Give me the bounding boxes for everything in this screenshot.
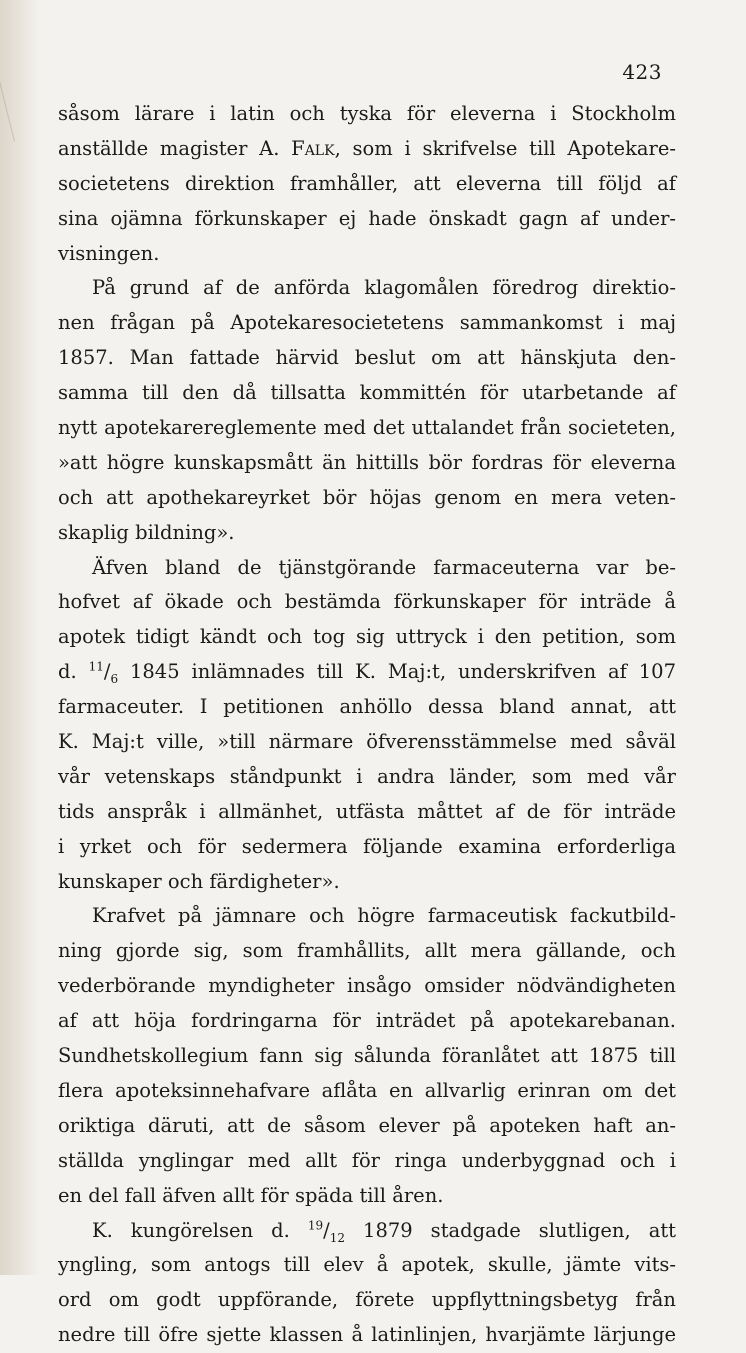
- body-text: [58, 97, 676, 1353]
- paragraph-first-line: På grund af de anförda klagomålen föredrog direktio-: [92, 276, 676, 300]
- text-line: skaplig bildning».: [58, 520, 235, 544]
- text-line: kunskaper och färdigheter».: [58, 869, 340, 893]
- date-denominator: 12: [329, 1230, 346, 1245]
- paragraph-first-line: Äfven bland de tjänstgörande farmaceuterna var be-: [92, 555, 676, 579]
- text-line: Sundhetskollegium fann sig sålunda föranlåtet att 1875 till: [58, 1044, 676, 1068]
- text-line: en del fall äfven allt för späda till åren.: [58, 1183, 444, 1207]
- text-line: visningen.: [58, 241, 160, 265]
- text-line: hofvet af ökade och bestämda förkunskaper för inträde å: [58, 590, 676, 614]
- text-line: ställda ynglingar med allt för ringa underbyggnad och i: [58, 1148, 676, 1172]
- text-line: samma till den då tillsatta kommittén för utarbetande af: [58, 381, 676, 405]
- page-edge-shadow: [0, 0, 40, 1275]
- text-line: anställde magister A. Falk, som i skrifvelse till Apotekare-: [58, 136, 676, 160]
- text-line: nedre till öfre sjette klassen å latinlinjen, hvarjämte lärjunge: [58, 1323, 676, 1347]
- text-line: sina ojämna förkunskaper ej hade önskadt gagn af under-: [58, 206, 676, 230]
- text-line: ning gjorde sig, som framhållits, allt mera gällande, och: [58, 939, 676, 963]
- date-numerator: 19: [307, 1218, 324, 1232]
- text-line: 1857. Man fattade härvid beslut om att hänskjuta den-: [58, 346, 676, 370]
- text-line: oriktiga däruti, att de såsom elever på apoteken haft an-: [58, 1113, 676, 1137]
- text-line: ord om godt uppförande, förete uppflyttningsbetyg från: [58, 1288, 676, 1312]
- page-number: 423: [622, 60, 662, 84]
- date-denominator: 6: [110, 672, 119, 687]
- date-numerator: 11: [88, 659, 104, 674]
- text-line: K. Maj:t ville, »till närmare öfverensstämmelse med såväl: [58, 730, 676, 754]
- text-line: såsom lärare i latin och tyska för eleverna i Stockholm: [58, 102, 676, 125]
- author-name: Falk: [291, 136, 335, 160]
- text-line: nytt apotekarereglemente med det uttalandet från societeten,: [58, 416, 676, 440]
- text-line: vår vetenskaps ståndpunkt i andra länder, som med vår: [58, 764, 676, 788]
- text-line: tids anspråk i allmänhet, utfästa måttet af de för inträde: [58, 799, 676, 823]
- text-line: vederbörande myndigheter insågo omsider nödvändigheten: [58, 974, 676, 998]
- text-line: d. $^{11}/_6$ 1845 inlämnades till K. Maj:t, underskrifven af 107: [58, 659, 676, 687]
- text-line: nen frågan på Apotekaresocietetens sammankomst i maj: [58, 311, 676, 335]
- text-line: yngling, som antogs till elev å apotek, skulle, jämte vits-: [58, 1253, 676, 1277]
- text-line: flera apoteksinnehafvare aflåta en allvarlig erinran om det: [58, 1078, 676, 1102]
- text-line: »att högre kunskapsmått än hittills bör fordras för eleverna: [58, 450, 676, 474]
- text-line: farmaceuter. I petitionen anhöllo dessa bland annat, att: [58, 695, 676, 719]
- text-line: af att höja fordringarna för inträdet på apotekarebanan.: [58, 1009, 676, 1033]
- paragraph-first-line: K. kungörelsen d. $^{19}/_{12}$ 1879 stadgade slutligen, att: [92, 1218, 676, 1245]
- text-line: societetens direktion framhåller, att eleverna till följd af: [58, 171, 676, 195]
- text-line: och att apothekareyrket bör höjas genom en mera veten-: [58, 485, 676, 509]
- paragraph-first-line: Krafvet på jämnare och högre farmaceutisk fackutbild-: [92, 904, 676, 928]
- text-line: apotek tidigt kändt och tog sig uttryck i den petition, som: [58, 625, 676, 649]
- text-line: i yrket och för sedermera följande examina erforderliga: [58, 834, 676, 858]
